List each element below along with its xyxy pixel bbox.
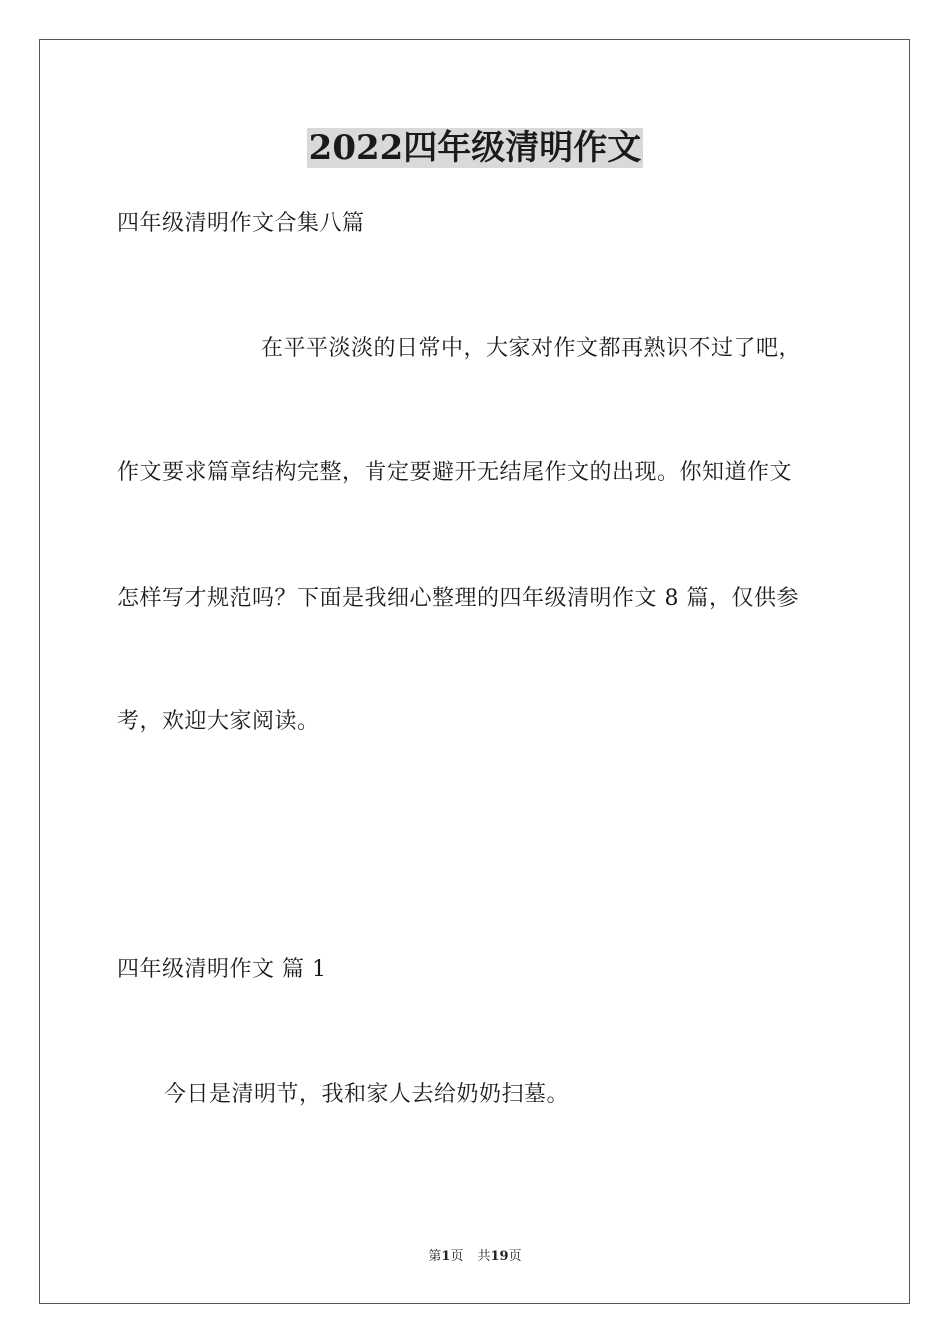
- intro-paragraph-line-2: 作文要求篇章结构完整，肯定要避开无结尾作文的出现。你知道作文: [117, 460, 793, 485]
- footer-page-number: 1: [441, 1249, 451, 1264]
- section-heading: 四年级清明作文 篇 1: [117, 957, 327, 982]
- intro-paragraph-line-4: 考，欢迎大家阅读。: [117, 709, 320, 734]
- section-paragraph-line-1: 今日是清明节，我和家人去给奶奶扫墓。: [164, 1082, 570, 1107]
- intro-paragraph-line-3: 怎样写才规范吗？下面是我细心整理的四年级清明作文 8 篇，仅供参: [117, 586, 799, 611]
- footer-page-suffix: 页: [450, 1249, 464, 1264]
- footer-total-prefix: 共: [477, 1249, 491, 1264]
- footer-total-suffix: 页: [508, 1249, 522, 1264]
- document-title: [0, 126, 950, 170]
- intro-paragraph-line-1: 在平平淡淡的日常中，大家对作文都再熟识不过了吧，: [261, 336, 802, 361]
- page-footer: [0, 1248, 950, 1266]
- footer-total-pages: 19: [490, 1249, 509, 1264]
- document-title-text: 2022四年级清明作文: [308, 128, 642, 168]
- footer-page-prefix: 第: [428, 1249, 442, 1264]
- document-subtitle: 四年级清明作文合集八篇: [117, 211, 365, 236]
